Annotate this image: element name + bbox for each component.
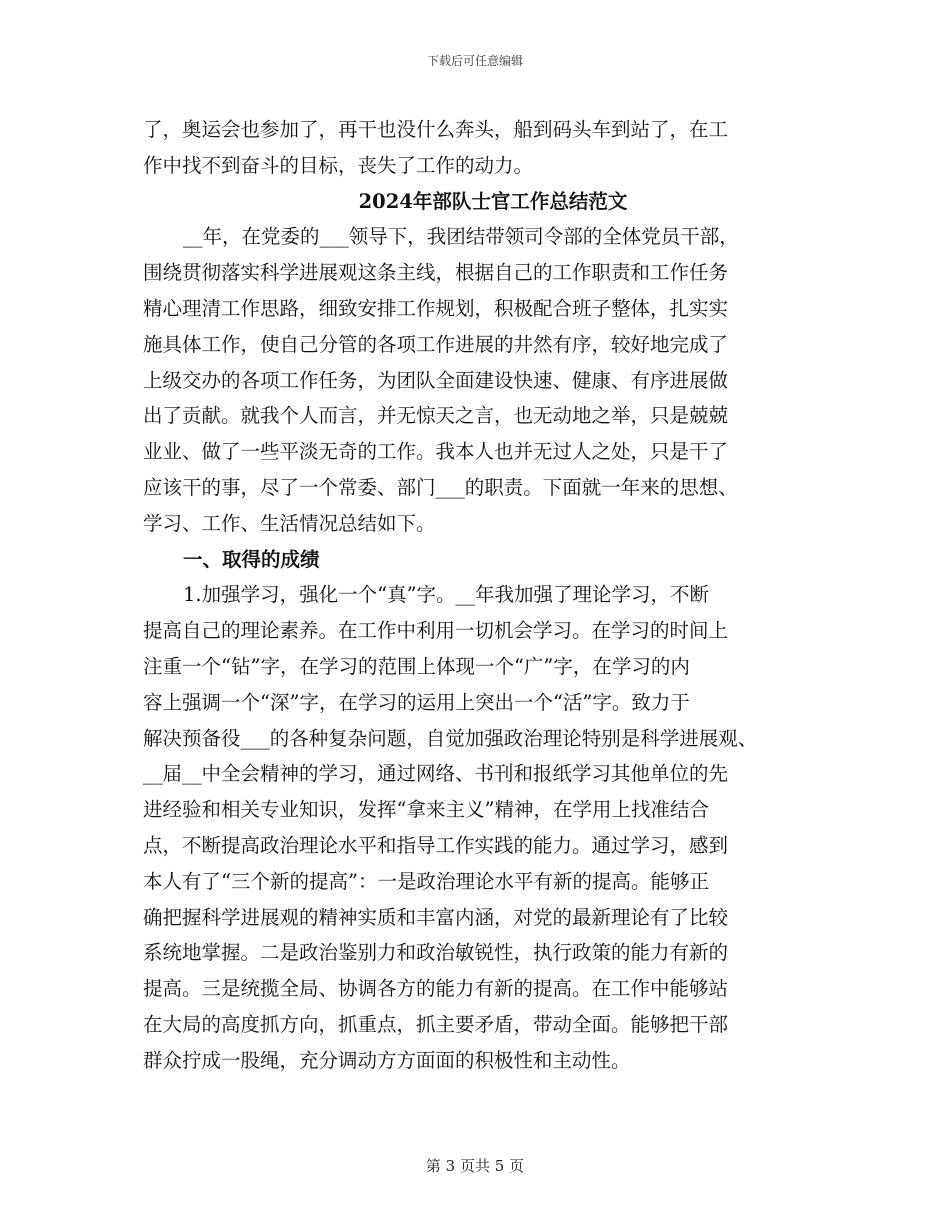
document-body [143,112,823,1079]
body-line: 群众拧成一股绳，充分调动方方面面的积极性和主动性。 [143,1048,631,1072]
body-line: __届__中全会精神的学习，通过网络、书刊和报纸学习其他单位的先 [143,762,729,786]
body-line: 施具体工作，使自己分管的各项工作进展的井然有序，较好地完成了 [143,332,729,356]
body-line: 容上强调一个“深”字，在学习的运用上突出一个“活”字。致力于 [143,690,690,714]
section-heading: 一、取得的成绩 [183,547,320,571]
body-line: 确把握科学进展观的精神实质和丰富内涵，对党的最新理论有了比较 [143,905,729,929]
body-line: 围绕贯彻落实科学进展观这条主线，根据自己的工作职责和工作任务 [143,261,729,285]
body-line: __年，在党委的___领导下，我团结带领司令部的全体党员干部， [183,225,739,249]
body-line: 解决预备役___的各种复杂问题，自觉加强政治理论特别是科学进展观、 [143,726,758,750]
body-line: 了，奥运会也参加了，再干也没什么奔头，船到码头车到站了，在工 [143,118,729,141]
body-line: 提高自己的理论素养。在工作中利用一切机会学习。在学习的时间上 [143,619,729,643]
body-line: 1.加强学习，强化一个“真”字。__年我加强了理论学习，不断 [183,583,710,607]
document-title: 2024年部队士官工作总结范文 [358,189,628,213]
body-line: 注重一个“钻”字，在学习的范围上体现一个“广”字，在学习的内 [143,654,690,678]
body-line: 提高。三是统揽全局、协调各方的能力有新的提高。在工作中能够站 [143,977,729,1001]
body-line: 业业、做了一些平淡无奇的工作。我本人也并无过人之处，只是干了 [143,440,729,464]
page-footer: 第 3 页共 5 页 [425,1157,525,1175]
body-line: 作中找不到奋斗的目标，丧失了工作的动力。 [143,153,534,177]
body-line: 精心理清工作思路，细致安排工作规划，积极配合班子整体，扎实实 [143,296,729,320]
body-line: 系统地掌握。二是政治鉴别力和政治敏锐性，执行政策的能力有新的 [143,941,729,965]
body-line: 出了贡献。就我个人而言，并无惊天之言，也无动地之举，只是兢兢 [143,404,729,428]
body-line: 应该干的事，尽了一个常委、部门___的职责。下面就一年来的思想、 [143,475,738,499]
body-line: 在大局的高度抓方向，抓重点，抓主要矛盾，带动全面。能够把干部 [143,1012,729,1036]
body-line: 上级交办的各项工作任务，为团队全面建设快速、健康、有序进展做 [143,368,729,392]
header-note: 下载后可任意编辑 [426,54,523,68]
body-line: 学习、工作、生活情况总结如下。 [143,511,436,535]
body-line: 进经验和相关专业知识，发挥“拿来主义”精神，在学用上找准结合 [143,798,709,822]
body-line: 点，不断提高政治理论水平和指导工作实践的能力。通过学习，感到 [143,833,729,857]
body-line: 本人有了“三个新的提高”：一是政治理论水平有新的提高。能够正 [143,869,709,893]
